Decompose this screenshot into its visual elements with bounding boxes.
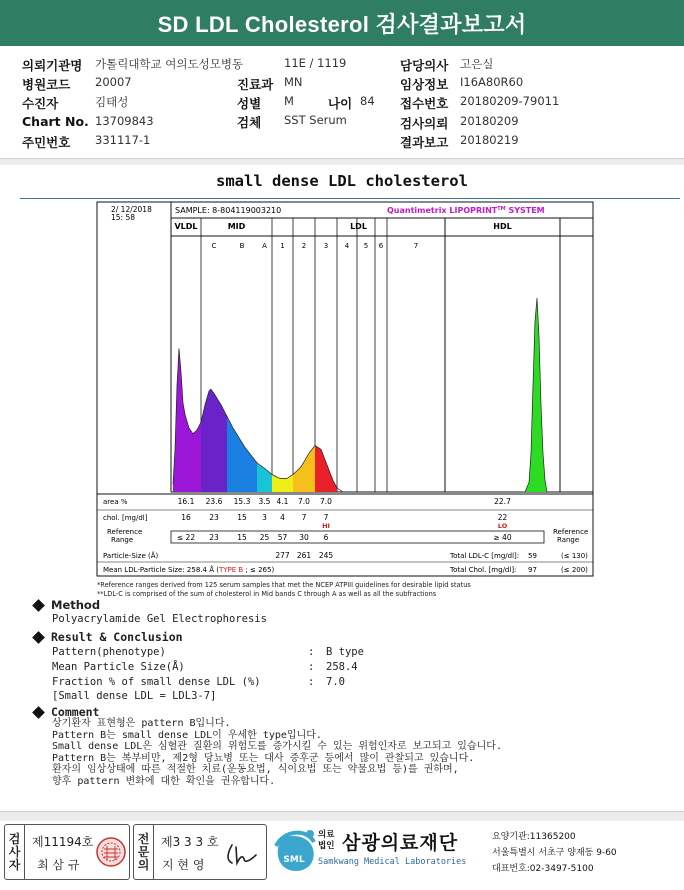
reference-value-1: 57 (277, 533, 288, 542)
chol-value-VLDL: 16 (181, 513, 191, 522)
chart-footnotes (97, 581, 577, 598)
area-value-B: 15.3 (233, 497, 251, 506)
diamond-bullet-icon (32, 631, 45, 644)
diamond-bullet-icon (32, 599, 45, 612)
comment-line: 상기환자 표현형은 pattern B입니다. (52, 718, 231, 729)
band-label: 7 (413, 242, 419, 250)
doctor-signature-box (133, 824, 267, 880)
comment-body (52, 718, 502, 788)
tester-signature-box (4, 824, 130, 880)
lipoprint-chart (95, 200, 595, 600)
chol-value-A: 3 (262, 513, 267, 522)
org-contact (492, 829, 617, 877)
section-divider (20, 198, 680, 199)
report-date-value: 20180219 (460, 133, 519, 147)
comment-line: 향후 pattern 변화에 대한 확인을 권유합니다. (52, 775, 276, 787)
sml-logo-icon (272, 826, 316, 878)
specimen-value: SST Serum (284, 113, 347, 127)
institution-label: 의뢰기관명 (22, 58, 83, 73)
chart-date: 2/ 12/2018 (111, 205, 152, 214)
band-label: 3 (323, 242, 329, 250)
chol-value-B: 15 (237, 513, 247, 522)
row-label-area: area % (103, 498, 128, 506)
logo-text: SML (283, 855, 305, 865)
org-address: 서울특별시 서초구 양재동 9-60 (492, 848, 617, 858)
band-label: 1 (280, 242, 285, 250)
doctor-name: 지 현 영 (162, 858, 205, 872)
area-value-C: 23.6 (205, 497, 223, 506)
org-code: 요양기관:11365200 (492, 832, 576, 842)
header-separator (0, 158, 684, 165)
method-text: Polyacrylamide Gel Electrophoresis (52, 613, 267, 625)
clinical-value: I16A80R60 (460, 75, 524, 89)
band-label: 2 (301, 242, 307, 250)
org-english-name: Samkwang Medical Laboratories (318, 857, 467, 867)
area-value-2: 7.0 (298, 497, 310, 506)
tester-license-no: 제11194호 (32, 835, 94, 849)
comment-line: 환자의 임상상태에 따른 적절한 치료(운동요법, 식이요법 또는 약물요법 등)를 권하며, (52, 764, 459, 776)
total-ldl-label: Total LDL-C [mg/dl]: (450, 552, 520, 560)
doctor-label: 담당의사 (400, 58, 449, 73)
footer-separator (0, 811, 684, 821)
result-heading-text: Result & Conclusion (51, 630, 183, 644)
comment-line: Small dense LDL은 심혈관 질환의 위험도를 증가시킬 수 있는 위험인자로 보고되고 있습니다. (52, 741, 502, 753)
clinical-label: 임상정보 (400, 77, 449, 92)
doctor-license-no: 제3 3 3 호 (161, 835, 219, 849)
sample-label: SAMPLE: 8-804119003210 (175, 206, 282, 215)
reference-value-B: 15 (237, 533, 247, 542)
doctor-value: 고은실 (460, 57, 494, 71)
org-name: 삼광의료재단 (342, 832, 459, 854)
chol-value-3: 7 (323, 513, 329, 522)
system-name: Quantimetrix LIPOPRINT™ SYSTEM (387, 206, 545, 215)
total-chol-label: Total Chol. [mg/dl]: (450, 566, 517, 574)
band-label: 4 (344, 242, 350, 250)
chart-time: 15: 58 (111, 213, 135, 222)
chol-value-2: 7 (301, 513, 307, 522)
tester-name: 최 삼 규 (37, 858, 80, 872)
area-value-1: 4.1 (276, 497, 289, 506)
area-value-3: 7.0 (320, 497, 332, 506)
sex-value: M (284, 94, 294, 108)
area-value-A: 3.5 (258, 497, 271, 506)
chart-no-label: Chart No. (22, 114, 89, 129)
dept-label: 진료과 (237, 77, 274, 92)
band-label: B (239, 242, 245, 250)
flag-3: HI (322, 522, 330, 530)
receipt-value: 20180209-79011 (460, 94, 560, 108)
chart-no-value: 13709843 (95, 114, 154, 128)
ref-range-right: Reference (553, 528, 589, 536)
age-label: 나이 (328, 96, 353, 111)
org-phone: 대표번호:02-3497-5100 (492, 864, 594, 874)
reference-value-2: 30 (299, 533, 309, 542)
reference-value-A: 25 (259, 533, 270, 542)
dept-value: MN (284, 75, 303, 89)
total-ldl-ref: (≤ 130) (561, 552, 588, 560)
result-heading (34, 630, 183, 644)
row-label-chol: chol. [mg/dl] (103, 514, 148, 522)
receipt-label: 접수번호 (400, 96, 449, 111)
sex-label: 성별 (237, 96, 262, 111)
result-key: Pattern(phenotype) (52, 646, 166, 658)
comment-heading-text: Comment (51, 705, 100, 719)
specimen-label: 검체 (237, 115, 262, 130)
comment-line: Pattern B는 small dense LDL이 우세한 type입니다. (52, 729, 322, 741)
org-type: 의료 법인 (318, 830, 335, 851)
institution-value: 가톨릭대학교 여의도성모병동 (95, 57, 244, 71)
method-heading (34, 598, 100, 612)
band-label: 6 (378, 242, 384, 250)
band-label: A (262, 242, 267, 250)
reference-value-3: 6 (323, 533, 329, 542)
name-label: 수진자 (22, 96, 59, 111)
area-value-VLDL: 16.1 (177, 497, 195, 506)
name-value: 김태성 (95, 95, 129, 109)
particle-size-1: 277 (275, 551, 290, 560)
row-label-reference: Reference (107, 528, 143, 536)
footnote-2: **LDL-C is comprised of the sum of cholesterol in Mid bands C through A as well as all the subfractions (97, 589, 437, 598)
tester-label: 검 사 자 (5, 825, 25, 879)
result-value: 7.0 (326, 676, 345, 688)
ward-value: 11E / 1119 (284, 56, 347, 70)
age-value: 84 (360, 94, 375, 108)
band-label: 5 (363, 242, 369, 250)
chol-value-1: 4 (280, 513, 285, 522)
particle-size-3: 245 (318, 551, 334, 560)
result-value: B type (326, 646, 364, 658)
flag-HDL: LO (497, 522, 508, 530)
reference-value-HDL: ≥ 40 (493, 533, 512, 542)
request-label: 검사의뢰 (400, 116, 449, 131)
particle-size-2: 261 (296, 551, 312, 560)
group-label: MID (227, 222, 246, 231)
id-value: 331117-1 (95, 133, 151, 147)
comment-line: Pattern B는 복부비만, 제2형 당뇨병 또는 대사 증후군 등에서 많이 관찰되고 있습니다. (52, 752, 475, 764)
handwritten-signature-icon (222, 837, 262, 871)
row-label-particle-size: Particle-Size (Å) (103, 552, 159, 560)
reference-value-C: 23 (209, 533, 219, 542)
section-title: small dense LDL cholesterol (216, 172, 468, 190)
total-chol-ref: (≤ 200) (561, 566, 588, 574)
hospital-code-label: 병원코드 (22, 77, 71, 92)
patient-info (0, 46, 684, 158)
result-key: Mean Particle Size(Å) (52, 661, 185, 673)
request-value: 20180209 (460, 114, 519, 128)
chol-value-C: 23 (209, 513, 219, 522)
chol-value-HDL: 22 (497, 513, 508, 522)
id-label: 주민번호 (22, 135, 71, 150)
mean-ldl-size: Mean LDL-Particle Size: 258.4 Å (TYPE B ; ≤ 265) (103, 566, 275, 574)
report-title: SD LDL Cholesterol 검사결과보고서 (0, 0, 684, 46)
result-value: 258.4 (326, 661, 358, 673)
row-label-range: Range (111, 536, 134, 544)
group-label: LDL (350, 222, 367, 231)
seal-stamp-icon (95, 835, 127, 869)
result-key: Fraction % of small dense LDL (%) (52, 676, 261, 688)
method-heading-text: Method (51, 598, 101, 612)
hospital-code-value: 20007 (95, 75, 132, 89)
specialist-label: 전 문 의 (134, 825, 154, 879)
total-chol-value: 97 (528, 566, 537, 574)
total-ldl-value: 59 (528, 552, 537, 560)
report-date-label: 결과보고 (400, 135, 449, 150)
footnote-1: *Reference ranges derived from 125 serum samples that met the NCEP ATPIII guidelines for desirable lipid status (97, 581, 471, 589)
area-value-HDL: 22.7 (494, 497, 511, 506)
lipoprint-chart-svg (95, 200, 595, 600)
comment-heading (34, 705, 99, 719)
diamond-bullet-icon (32, 706, 45, 719)
band-label: C (211, 242, 217, 250)
group-label: HDL (493, 222, 512, 231)
group-label: VLDL (174, 222, 198, 231)
reference-value-VLDL: ≤ 22 (176, 533, 196, 542)
ref-range-right: Range (557, 536, 580, 544)
